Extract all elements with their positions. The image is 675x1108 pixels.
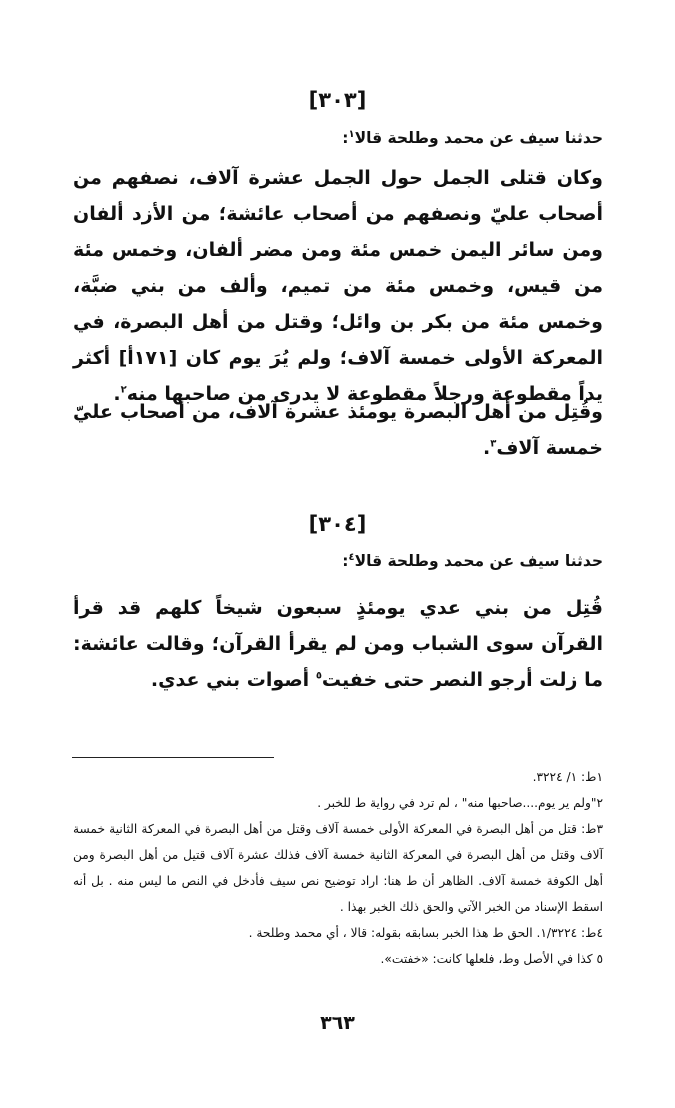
isnad-line-304: حدثنا سيف عن محمد وطلحة قالا$^٤$:: [342, 551, 603, 570]
page-number: ٣٦٣: [320, 1012, 355, 1034]
footnote-1: ١ط: ١/ ٣٢٢٤.: [532, 770, 603, 784]
footnote-2: ٢"ولم ير يوم....صاحبها منه" ، لم ترد في رواية ط للخبر .: [317, 796, 603, 810]
footnote-ref: ٤: [348, 551, 355, 563]
paragraph-text: أصوات بني عدي: [158, 669, 316, 691]
isnad-text: حدثنا سيف عن محمد وطلحة قالا: [354, 552, 603, 570]
entry-number-304: [٣٠٤]: [308, 512, 367, 536]
paragraph-text: وكان قتلى الجمل حول الجمل عشرة آلاف، نصفهم من أصحاب عليّ ونصفهم من أصحاب عائشة؛ من الأزد ألفان ومن سائر اليمن خمس مئة ومن مضر ألفان، وخمس مئة من قيس، وخمس مئة من تميم، وألف من بني ضبَّة، وخمس مئة من بكر بن وائل؛ وقتل من أهل البصرة، في المعركة الأولى خمسة آلاف؛ ولم يُرَ يوم كان [١٧١أ] أكثر يداً مقطوعة ورجلاً مقطوعة لا يدرى من صاحبها منه: [73, 167, 604, 405]
entry-number-303: [٣٠٣]: [308, 88, 367, 112]
paragraph-text: وقُتِل من أهل البصرة يومئذ عشرة آلاف، من أصحاب عليّ خمسة آلاف: [73, 401, 603, 459]
entry-303-paragraph-1: وكان قتلى الجمل حول الجمل عشرة آلاف، نصفهم من أصحاب عليّ ونصفهم من أصحاب عائشة؛ من الأزد ألفان ومن سائر اليمن خمس مئة ومن مضر ألفان، وخمس مئة من قيس، وخمس مئة من تميم، وألف من بني ضبَّة، وخمس مئة من بكر بن وائل؛ وقتل من أهل البصرة، في المعركة الأولى خمسة آلاف؛ ولم يُرَ يوم كان [١٧١أ] أكثر يداً مقطوعة ورجلاً مقطوعة لا يدرى من صاحبها منه$^٢$.: [73, 167, 604, 405]
footnote-4: ٤ط: ١/٣٢٢٤. الحق ط هذا الخبر بسابقه بقوله: قالا ، أي محمد وطلحة .: [248, 926, 603, 940]
footnote-ref: ١: [348, 128, 355, 140]
isnad-text: حدثنا سيف عن محمد وطلحة قالا: [354, 129, 603, 147]
footnote-ref: ٣: [490, 438, 497, 450]
footnotes: [73, 764, 603, 972]
footnote-ref: ٢: [120, 384, 127, 396]
entry-304-paragraph: قُتِل من بني عدي يومئذٍ سبعون شيخاً كلهم قد قرأ القرآن سوى الشباب ومن لم يقرأ القرآن؛ وقالت عائشة: ما زلت أرجو النصر حتى خفيت$^٥$ أصوات بني عدي.: [73, 597, 603, 691]
paragraph-text: قُتِل من بني عدي يومئذٍ سبعون شيخاً كلهم قد قرأ القرآن سوى الشباب ومن لم يقرأ القرآن؛ وقالت عائشة: ما زلت أرجو النصر حتى خفيت: [73, 597, 603, 691]
footnote-5: ٥ كذا في الأصل وط، فلعلها كانت: «خفتت».: [380, 952, 603, 966]
footnote-3: ٣ط: قتل من أهل البصرة في المعركة الأولى خمسة آلاف وقتل من أهل البصرة في المعركة الثانية خمسة آلاف وقتل من أهل البصرة في المعركة الثانية خمسة آلاف فذلك عشرة آلاف قتيل من أهل البصرة ومن أهل الكوفة خمسة آلاف. الظاهر أن ط هنا: اراد توضيح نص سيف فأدخل في النص ما ليس منه . بل أنه اسقط الإسناد من الخبر الآتي والحق ذلك الخبر بهذا .: [73, 822, 603, 914]
footnote-separator: [72, 757, 274, 758]
footnote-ref: ٥: [315, 670, 322, 682]
entry-303-paragraph-2: وقُتِل من أهل البصرة يومئذ عشرة آلاف، من أصحاب عليّ خمسة آلاف$^٣$.: [73, 401, 603, 459]
isnad-line-303: حدثنا سيف عن محمد وطلحة قالا$^١$:: [342, 128, 603, 147]
